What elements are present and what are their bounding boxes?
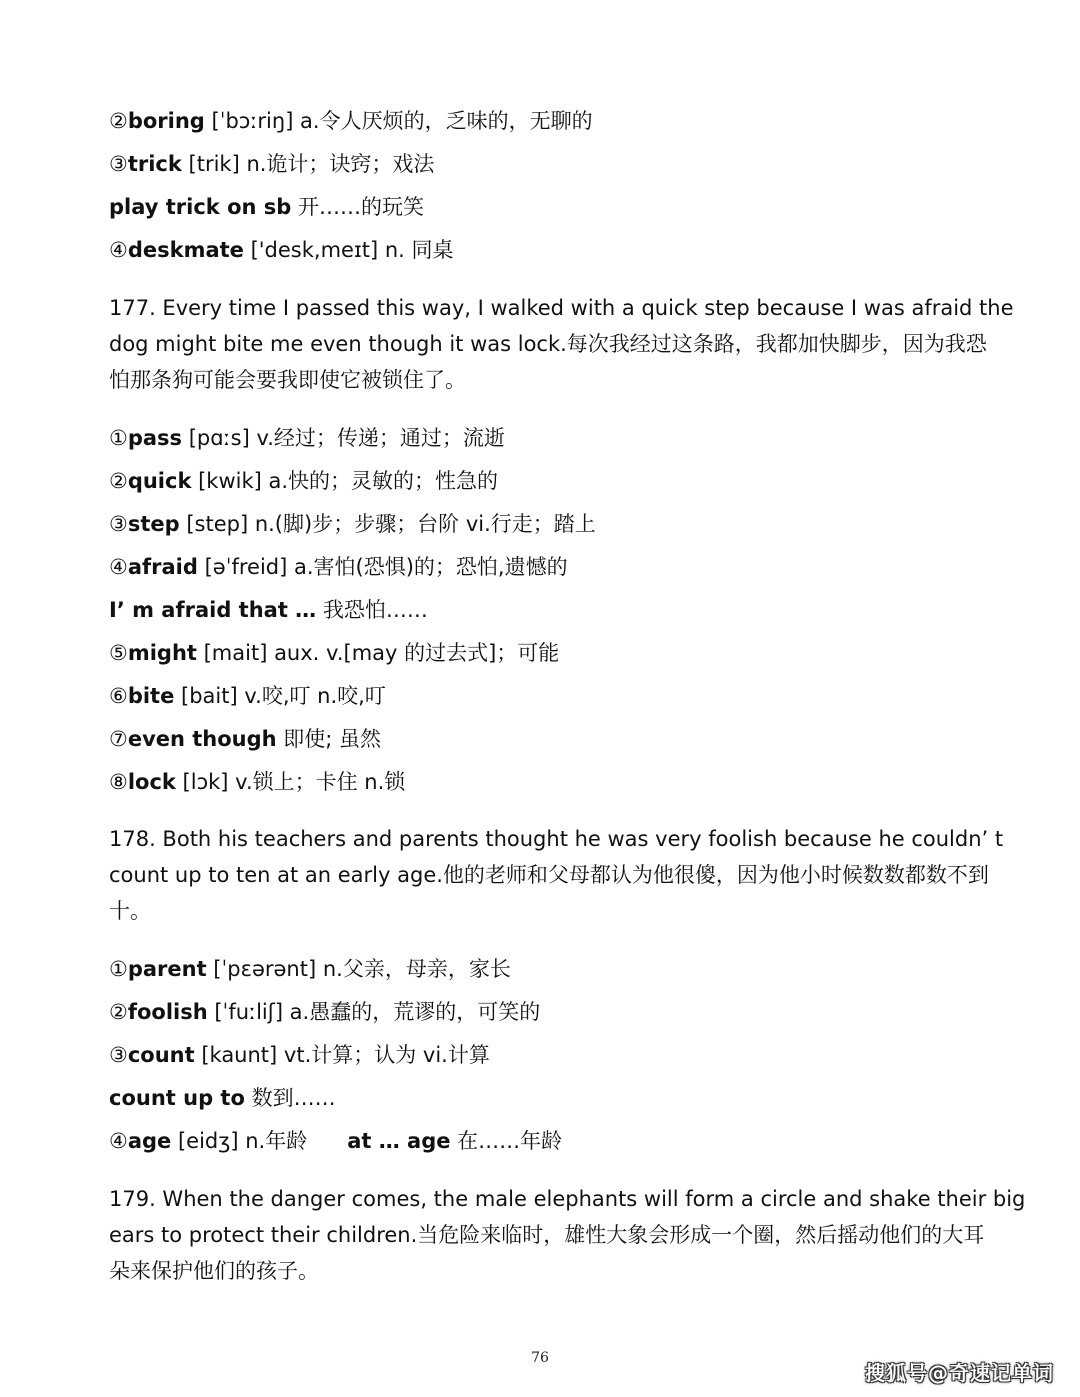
vocab-line <box>109 681 386 711</box>
sentence-178 <box>109 821 1004 929</box>
vocab-definition: [bait] v.咬,叮 n.咬,叮 <box>174 684 386 708</box>
item-number: ② <box>109 109 128 133</box>
vocab-line <box>109 954 511 984</box>
vocab-word: might <box>127 641 197 665</box>
vocab-definition: [eidʒ] n.年龄 <box>171 1129 308 1153</box>
vocab-word: foolish <box>127 1000 208 1024</box>
item-number: ① <box>109 426 128 450</box>
vocab-definition: [ˈpɛərənt] n.父亲，母亲，家长 <box>206 957 511 981</box>
vocab-line <box>109 1040 490 1070</box>
sentence-line: 178. Both his teachers and parents thought he was very foolish because he couldn’ t <box>109 827 1004 851</box>
sentence-179 <box>109 1181 1026 1289</box>
vocab-line <box>109 149 434 179</box>
sentence-line: dog might bite me even though it was lock.每次我经过这条路，我都加快脚步，因为我恐 <box>109 332 987 356</box>
sentence-line: 怕那条狗可能会要我即使它被锁住了。 <box>109 368 466 392</box>
watermark: 搜狐号@奇速记单词 <box>865 1361 1054 1385</box>
phrase-text: I’ m afraid that … <box>109 598 317 622</box>
vocab-phrase <box>109 595 428 625</box>
vocab-word: pass <box>127 426 183 450</box>
vocab-definition: [ˈbɔːriŋ] a.令人厌烦的，乏味的，无聊的 <box>204 109 593 133</box>
vocab-definition: [trik] n.诡计；诀窍；戏法 <box>181 152 435 176</box>
vocab-line <box>109 724 381 754</box>
vocab-line <box>109 509 596 539</box>
vocab-definition: [əˈfreid] a.害怕(恐惧)的；恐怕,遗憾的 <box>197 555 568 579</box>
phrase-meaning: 数到…… <box>244 1086 336 1110</box>
vocab-definition: [kwik] a.快的；灵敏的；性急的 <box>191 469 499 493</box>
item-number: ④ <box>109 1129 128 1153</box>
vocab-phrase <box>109 1083 336 1113</box>
page-number: 76 <box>531 1350 549 1366</box>
vocab-definition: [mait] aux. v.[may 的过去式]；可能 <box>196 641 560 665</box>
item-number: ⑦ <box>109 727 128 751</box>
sentence-line: 朵来保护他们的孩子。 <box>109 1259 319 1283</box>
vocab-line <box>109 638 559 668</box>
vocab-word: boring <box>127 109 205 133</box>
vocab-definition: ['desk,meɪt] n. 同桌 <box>243 238 454 262</box>
phrase-text: play trick on sb <box>109 195 292 219</box>
vocab-word: lock <box>127 770 176 794</box>
vocab-line <box>109 106 593 136</box>
item-number: ③ <box>109 512 128 536</box>
vocab-word: deskmate <box>127 238 244 262</box>
vocab-line <box>109 466 498 496</box>
vocab-word: age <box>127 1129 172 1153</box>
vocab-definition: [step] n.(脚)步；步骤；台阶 vi.行走；踏上 <box>179 512 596 536</box>
vocab-definition: [ˈfuːliʃ] a.愚蠢的，荒谬的，可笑的 <box>207 1000 541 1024</box>
vocab-word: bite <box>127 684 175 708</box>
vocab-word: trick <box>127 152 182 176</box>
vocab-definition: [lɔk] v.锁上；卡住 n.锁 <box>175 770 406 794</box>
vocab-line <box>109 423 505 453</box>
vocab-word: afraid <box>127 555 198 579</box>
item-number: ② <box>109 1000 128 1024</box>
vocab-definition: [pɑːs] v.经过；传递；通过；流逝 <box>182 426 505 450</box>
item-number: ⑤ <box>109 641 128 665</box>
item-number: ④ <box>109 238 128 262</box>
phrase-meaning: 在……年龄 <box>450 1129 563 1153</box>
vocab-word: count <box>127 1043 195 1067</box>
phrase-text: count up to <box>109 1086 245 1110</box>
vocab-word: parent <box>127 957 207 981</box>
vocab-line <box>109 235 454 265</box>
phrase-meaning: 开……的玩笑 <box>291 195 424 219</box>
sentence-line: 十。 <box>109 899 151 923</box>
item-number: ③ <box>109 152 128 176</box>
sentence-line: 177. Every time I passed this way, I walked with a quick step because I was afraid the <box>109 296 1014 320</box>
sentence-177 <box>109 290 1014 398</box>
phrase-meaning: 我恐怕…… <box>316 598 428 622</box>
vocab-word: even though <box>127 727 277 751</box>
vocab-phrase <box>109 192 424 222</box>
item-number: ⑧ <box>109 770 128 794</box>
item-number: ④ <box>109 555 128 579</box>
vocab-line <box>109 767 405 797</box>
item-number: ② <box>109 469 128 493</box>
item-number: ③ <box>109 1043 128 1067</box>
sentence-line: count up to ten at an early age.他的老师和父母都认为他很傻，因为他小时候数数都数不到 <box>109 863 989 887</box>
phrase-text: at … age <box>347 1129 451 1153</box>
vocab-definition: [kaunt] vt.计算；认为 vi.计算 <box>194 1043 490 1067</box>
vocab-definition: 即使; 虽然 <box>276 727 382 751</box>
sentence-line: ears to protect their children.当危险来临时，雄性大象会形成一个圈，然后摇动他们的大耳 <box>109 1223 985 1247</box>
vocab-line <box>109 552 568 582</box>
vocab-line <box>109 1126 562 1156</box>
vocab-word: quick <box>127 469 192 493</box>
item-number: ⑥ <box>109 684 128 708</box>
vocab-line <box>109 997 540 1027</box>
sentence-line: 179. When the danger comes, the male elephants will form a circle and shake their big <box>109 1187 1026 1211</box>
vocab-word: step <box>127 512 180 536</box>
item-number: ① <box>109 957 128 981</box>
